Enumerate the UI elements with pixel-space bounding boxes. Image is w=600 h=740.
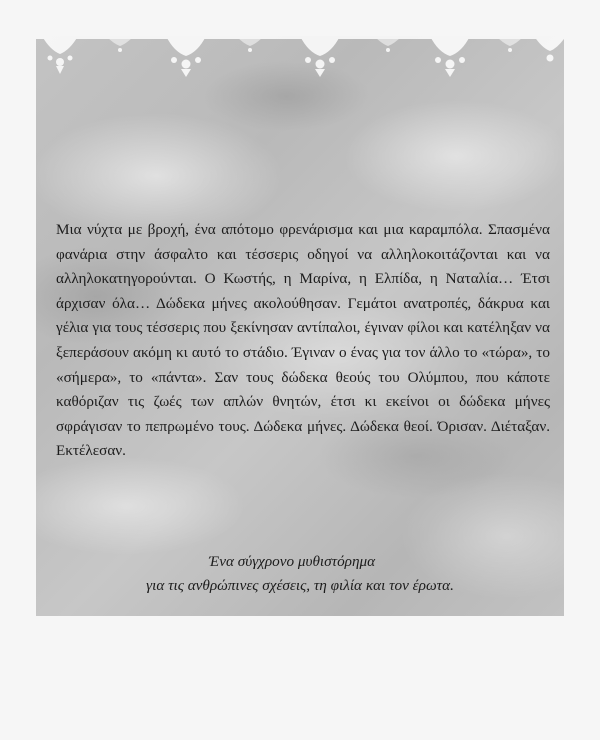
- blurb-text: Μια νύχτα με βροχή, ένα απότομο φρενάρισμα και μια καραμπόλα. Σπασμένα φανάρια στην άσφαλτο και τέσσερις οδηγοί να αλληλοκοιτάζονται και να αλληλοκατηγορούνται. Ο Κωστής, η Μαρίνα, η Ελπίδα, η Ναταλία… Έτσι άρχισαν όλα… Δώδεκα μήνες ακολούθησαν. Γεμάτοι ανατροπές, δάκρυα και γέλια για τους τέσσερις που ξεκίνησαν αντίπαλοι, έγιναν φίλοι και κατέληξαν να ξεπεράσουν ακόμη κι αυτό το στάδιο. Έγιναν ο ένας για τον άλλο το «τώρα», το «σήμερα», το «πάντα». Σαν τους δώδεκα θεούς του Ολύμπου, που κάποτε καθόριζαν τις ζωές των απλών θνητών, έτσι κι εκείνοι οι δώδεκα μήνες σφράγισαν το πεπρωμένο τους. Δώδεκα μήνες. Δώδεκα θεοί. Όρισαν. Διέταξαν. Εκτέλεσαν.: [56, 221, 550, 460]
- lace-border: [36, 36, 564, 77]
- tagline-line-1: Ένα σύγχρονο μυθιστόρημα: [208, 553, 376, 570]
- tagline: [36, 550, 564, 598]
- tagline-line-2: για τις ανθρώπινες σχέσεις, τη φιλία και τον έρωτα.: [146, 577, 454, 594]
- book-back-cover: [36, 36, 564, 616]
- lace-ornament-icon: [36, 36, 564, 78]
